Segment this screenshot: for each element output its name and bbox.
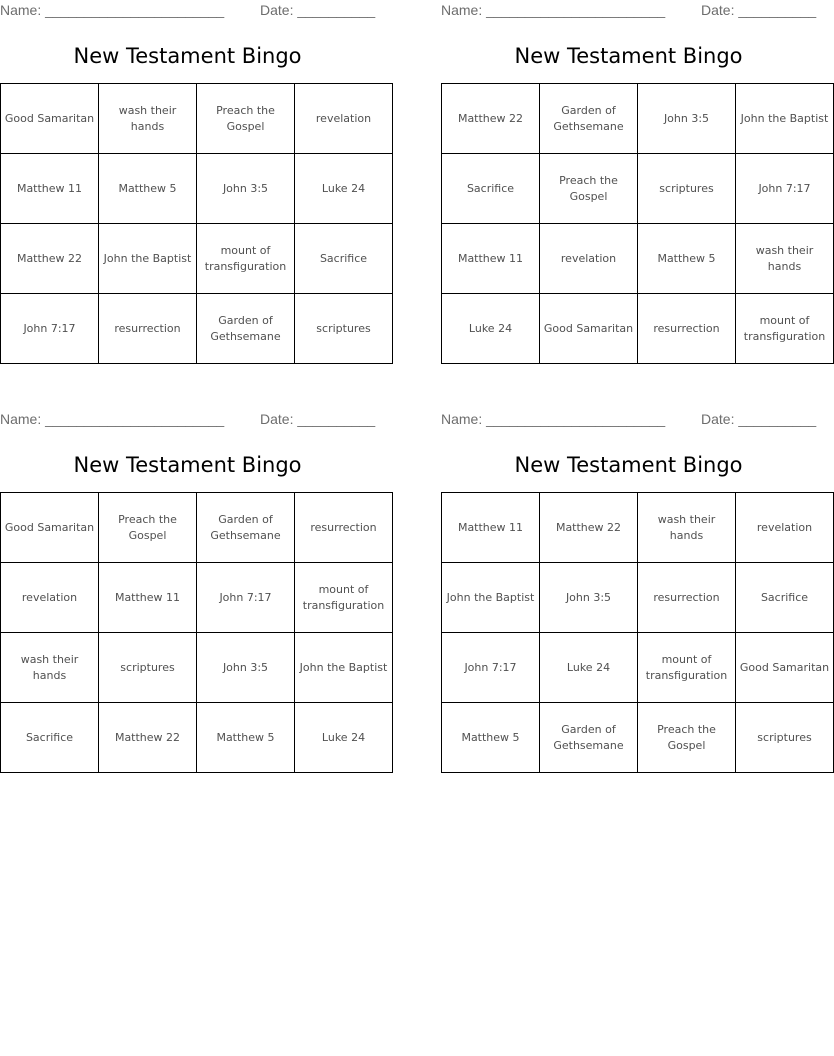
card-title: New Testament Bingo <box>514 453 743 477</box>
bingo-cell: wash their hands <box>638 493 736 563</box>
grid-row <box>1 703 393 773</box>
bingo-cell: resurrection <box>99 294 197 364</box>
bingo-grid <box>0 83 393 364</box>
bingo-cell: John 3:5 <box>638 84 736 154</box>
bingo-cell: John the Baptist <box>442 563 540 633</box>
bingo-card-1 <box>0 0 375 380</box>
date-field-label: Date: __________ <box>701 411 817 427</box>
date-field-label: Date: __________ <box>260 411 376 427</box>
bingo-card-4 <box>441 409 830 789</box>
card-title: New Testament Bingo <box>73 44 302 68</box>
bingo-cell: Matthew 11 <box>442 224 540 294</box>
bingo-cell: Matthew 11 <box>442 493 540 563</box>
bingo-cell: Preach the Gospel <box>540 154 638 224</box>
bingo-cell: Sacrifice <box>442 154 540 224</box>
bingo-cell: wash their hands <box>736 224 834 294</box>
bingo-cell: Preach the Gospel <box>638 703 736 773</box>
name-field-label: Name: _______________________ <box>441 2 666 18</box>
bingo-cell: Sacrifice <box>295 224 393 294</box>
bingo-cell: revelation <box>736 493 834 563</box>
bingo-cell: Matthew 22 <box>442 84 540 154</box>
grid-row <box>442 84 834 154</box>
grid-row <box>1 633 393 703</box>
bingo-cell: Good Samaritan <box>1 493 99 563</box>
bingo-cell: Garden of Gethsemane <box>197 294 295 364</box>
bingo-cell: Garden of Gethsemane <box>197 493 295 563</box>
grid-row <box>442 224 834 294</box>
bingo-cell: John 7:17 <box>442 633 540 703</box>
bingo-cell: Good Samaritan <box>1 84 99 154</box>
bingo-card-2 <box>441 0 829 380</box>
bingo-cell: scriptures <box>99 633 197 703</box>
bingo-cell: John 3:5 <box>197 154 295 224</box>
bingo-cell: mount of transfiguration <box>736 294 834 364</box>
name-field-label: Name: _______________________ <box>0 2 225 18</box>
bingo-grid <box>0 492 393 773</box>
bingo-cell: John 7:17 <box>197 563 295 633</box>
bingo-cell: revelation <box>1 563 99 633</box>
bingo-cell: John 7:17 <box>1 294 99 364</box>
grid-row <box>1 154 393 224</box>
grid-row <box>1 563 393 633</box>
bingo-cell: Matthew 11 <box>1 154 99 224</box>
bingo-cell: Luke 24 <box>295 154 393 224</box>
grid-row <box>442 294 834 364</box>
bingo-cell: Luke 24 <box>540 633 638 703</box>
card-title: New Testament Bingo <box>73 453 302 477</box>
grid-row <box>1 224 393 294</box>
bingo-cell: John 3:5 <box>197 633 295 703</box>
bingo-cell: Sacrifice <box>736 563 834 633</box>
bingo-cell: John the Baptist <box>736 84 834 154</box>
bingo-cell: wash their hands <box>99 84 197 154</box>
bingo-cell: John 7:17 <box>736 154 834 224</box>
grid-row <box>1 84 393 154</box>
bingo-grid <box>441 492 834 773</box>
bingo-cell: scriptures <box>295 294 393 364</box>
bingo-cell: Good Samaritan <box>736 633 834 703</box>
bingo-grid <box>441 83 834 364</box>
bingo-cell: Matthew 22 <box>1 224 99 294</box>
bingo-cell: Matthew 22 <box>540 493 638 563</box>
bingo-cell: Garden of Gethsemane <box>540 703 638 773</box>
name-field-label: Name: _______________________ <box>0 411 225 427</box>
bingo-cell: John the Baptist <box>295 633 393 703</box>
bingo-cell: Preach the Gospel <box>197 84 295 154</box>
bingo-cell: revelation <box>540 224 638 294</box>
bingo-cell: mount of transfiguration <box>638 633 736 703</box>
grid-row <box>1 493 393 563</box>
bingo-cell: Preach the Gospel <box>99 493 197 563</box>
bingo-cell: scriptures <box>638 154 736 224</box>
grid-row <box>442 633 834 703</box>
bingo-cell: Matthew 22 <box>99 703 197 773</box>
bingo-card-3 <box>0 409 388 789</box>
grid-row <box>442 493 834 563</box>
bingo-cell: wash their hands <box>1 633 99 703</box>
bingo-cell: Matthew 11 <box>99 563 197 633</box>
grid-row <box>1 294 393 364</box>
grid-row <box>442 154 834 224</box>
bingo-cell: Garden of Gethsemane <box>540 84 638 154</box>
bingo-cell: scriptures <box>736 703 834 773</box>
bingo-cell: mount of transfiguration <box>295 563 393 633</box>
bingo-cell: Matthew 5 <box>638 224 736 294</box>
bingo-cell: Matthew 5 <box>442 703 540 773</box>
bingo-cell: Matthew 5 <box>197 703 295 773</box>
grid-row <box>442 563 834 633</box>
bingo-cell: John the Baptist <box>99 224 197 294</box>
bingo-cell: Luke 24 <box>295 703 393 773</box>
date-field-label: Date: __________ <box>260 2 376 18</box>
date-field-label: Date: __________ <box>701 2 817 18</box>
grid-row <box>442 703 834 773</box>
name-field-label: Name: _______________________ <box>441 411 666 427</box>
bingo-cell: Luke 24 <box>442 294 540 364</box>
bingo-cell: Sacrifice <box>1 703 99 773</box>
bingo-cell: mount of transfiguration <box>197 224 295 294</box>
bingo-cell: Good Samaritan <box>540 294 638 364</box>
bingo-cell: Matthew 5 <box>99 154 197 224</box>
bingo-cell: resurrection <box>638 563 736 633</box>
bingo-cell: revelation <box>295 84 393 154</box>
bingo-cell: resurrection <box>638 294 736 364</box>
bingo-cell: resurrection <box>295 493 393 563</box>
card-title: New Testament Bingo <box>514 44 743 68</box>
bingo-cell: John 3:5 <box>540 563 638 633</box>
